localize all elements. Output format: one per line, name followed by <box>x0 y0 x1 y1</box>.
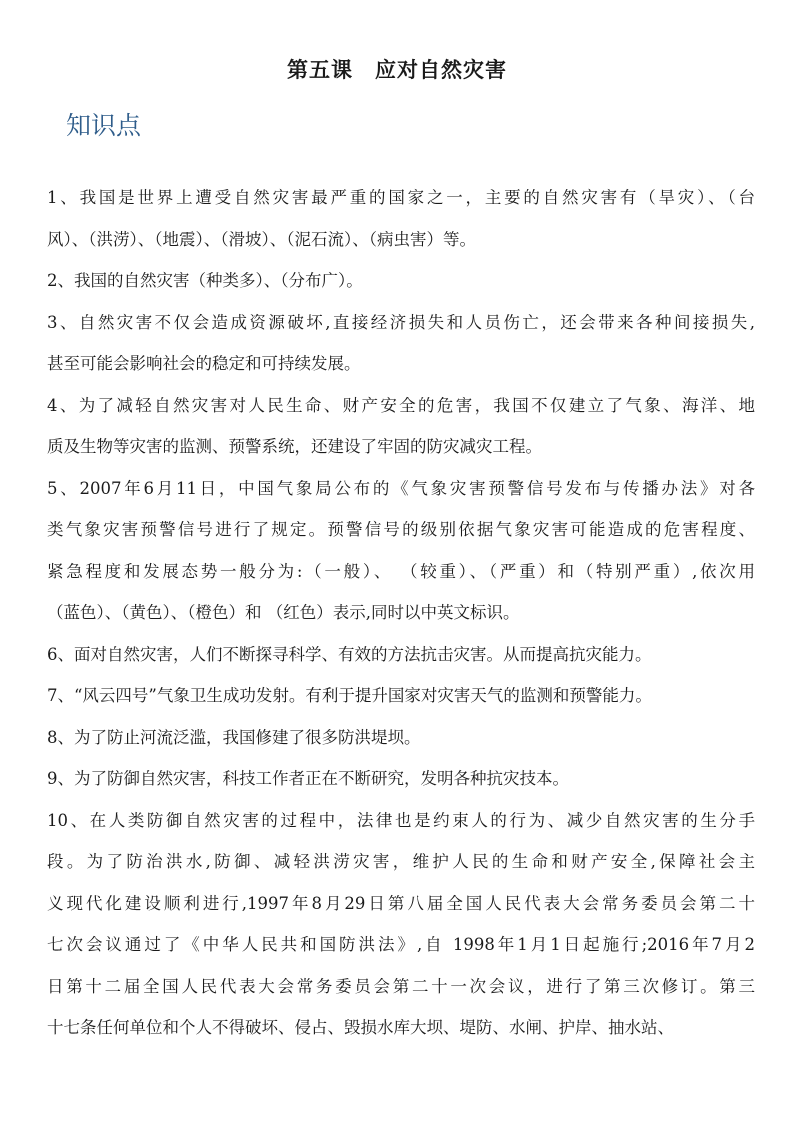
knowledge-point-item <box>47 302 755 385</box>
text-line: 段。为了防治洪水,防御、减轻洪涝灾害，维护人民的生命和财产安全,保障社会主 <box>47 852 755 871</box>
text-line: 1、我国是世界上遭受自然灾害最严重的国家之一，主要的自然灾害有（旱灾）、（台 <box>47 188 755 207</box>
text-line: 日第十二届全国人民代表大会常务委员会第二十一次会议，进行了第三次修订。第三 <box>47 976 755 996</box>
text-line: 8、为了防止河流泛滥，我国修建了很多防洪堤坝。 <box>47 727 421 747</box>
knowledge-points-list <box>47 177 755 1049</box>
knowledge-point-item <box>47 717 755 759</box>
page-title: 第五课 应对自然灾害 <box>287 58 507 82</box>
text-line: 3、自然灾害不仅会造成资源破坏,直接经济损失和人员伤亡，还会带来各种间接损失, <box>47 312 755 332</box>
text-line: 4、为了减轻自然灾害对人民生命、财产安全的危害，我国不仅建立了气象、海洋、地 <box>47 395 755 415</box>
knowledge-point-item <box>47 260 755 302</box>
text-line: 紧急程度和发展态势一般分为:（一般）、 （较重）、（严重）和（特别严重）,依次用 <box>47 561 755 581</box>
text-line: 7、“风云四号”气象卫生成功发射。有利于提升国家对灾害天气的监测和预警能力。 <box>47 686 652 705</box>
text-line: 类气象灾害预警信号进行了规定。预警信号的级别依据气象灾害可能造成的危害程度、 <box>47 520 755 539</box>
knowledge-point-item <box>47 758 755 800</box>
text-line: 2、我国的自然灾害（种类多）、（分布广）。 <box>47 271 363 290</box>
text-line: （蓝色）、（黄色）、（橙色）和 （红色）表示,同时以中英文标识。 <box>47 603 520 622</box>
knowledge-point-item <box>47 800 755 1049</box>
knowledge-point-item <box>47 675 755 717</box>
text-line: 义现代化建设顺利进行,1997年8月29日第八届全国人民代表大会常务委员会第二十 <box>47 893 755 913</box>
section-heading: 知识点 <box>66 111 142 140</box>
knowledge-point-item <box>47 634 755 676</box>
knowledge-point-item <box>47 385 755 468</box>
text-line: 9、为了防御自然灾害，科技工作者正在不断研究，发明各种抗灾技本。 <box>47 769 569 788</box>
text-line: 七次会议通过了《中华人民共和国防洪法》,自 1998年1月1日起施行;2016年7月2 <box>47 935 755 954</box>
text-line: 质及生物等灾害的监测、预警系统，还建设了牢固的防灾减灾工程。 <box>47 437 542 456</box>
text-line: 十七条任何单位和个人不得破坏、侵占、毁损水库大坝、堤防、水闸、护岸、抽水站、 <box>47 1018 674 1037</box>
knowledge-point-item <box>47 177 755 260</box>
text-line: 10、在人类防御自然灾害的过程中，法律也是约束人的行为、减少自然灾害的生分手 <box>47 810 755 830</box>
text-line: 风）、（洪涝）、（地震）、（滑坡）、（泥石流）、（病虫害）等。 <box>47 229 476 249</box>
text-line: 甚至可能会影响社会的稳定和可持续发展。 <box>47 354 361 373</box>
text-line: 5、2007年6月11日，中国气象局公布的《气象灾害预警信号发布与传播办法》对各 <box>47 478 755 498</box>
knowledge-point-item <box>47 468 755 634</box>
text-line: 6、面对自然灾害，人们不断探寻科学、有效的方法抗击灾害。从而提高抗灾能力。 <box>47 644 652 664</box>
